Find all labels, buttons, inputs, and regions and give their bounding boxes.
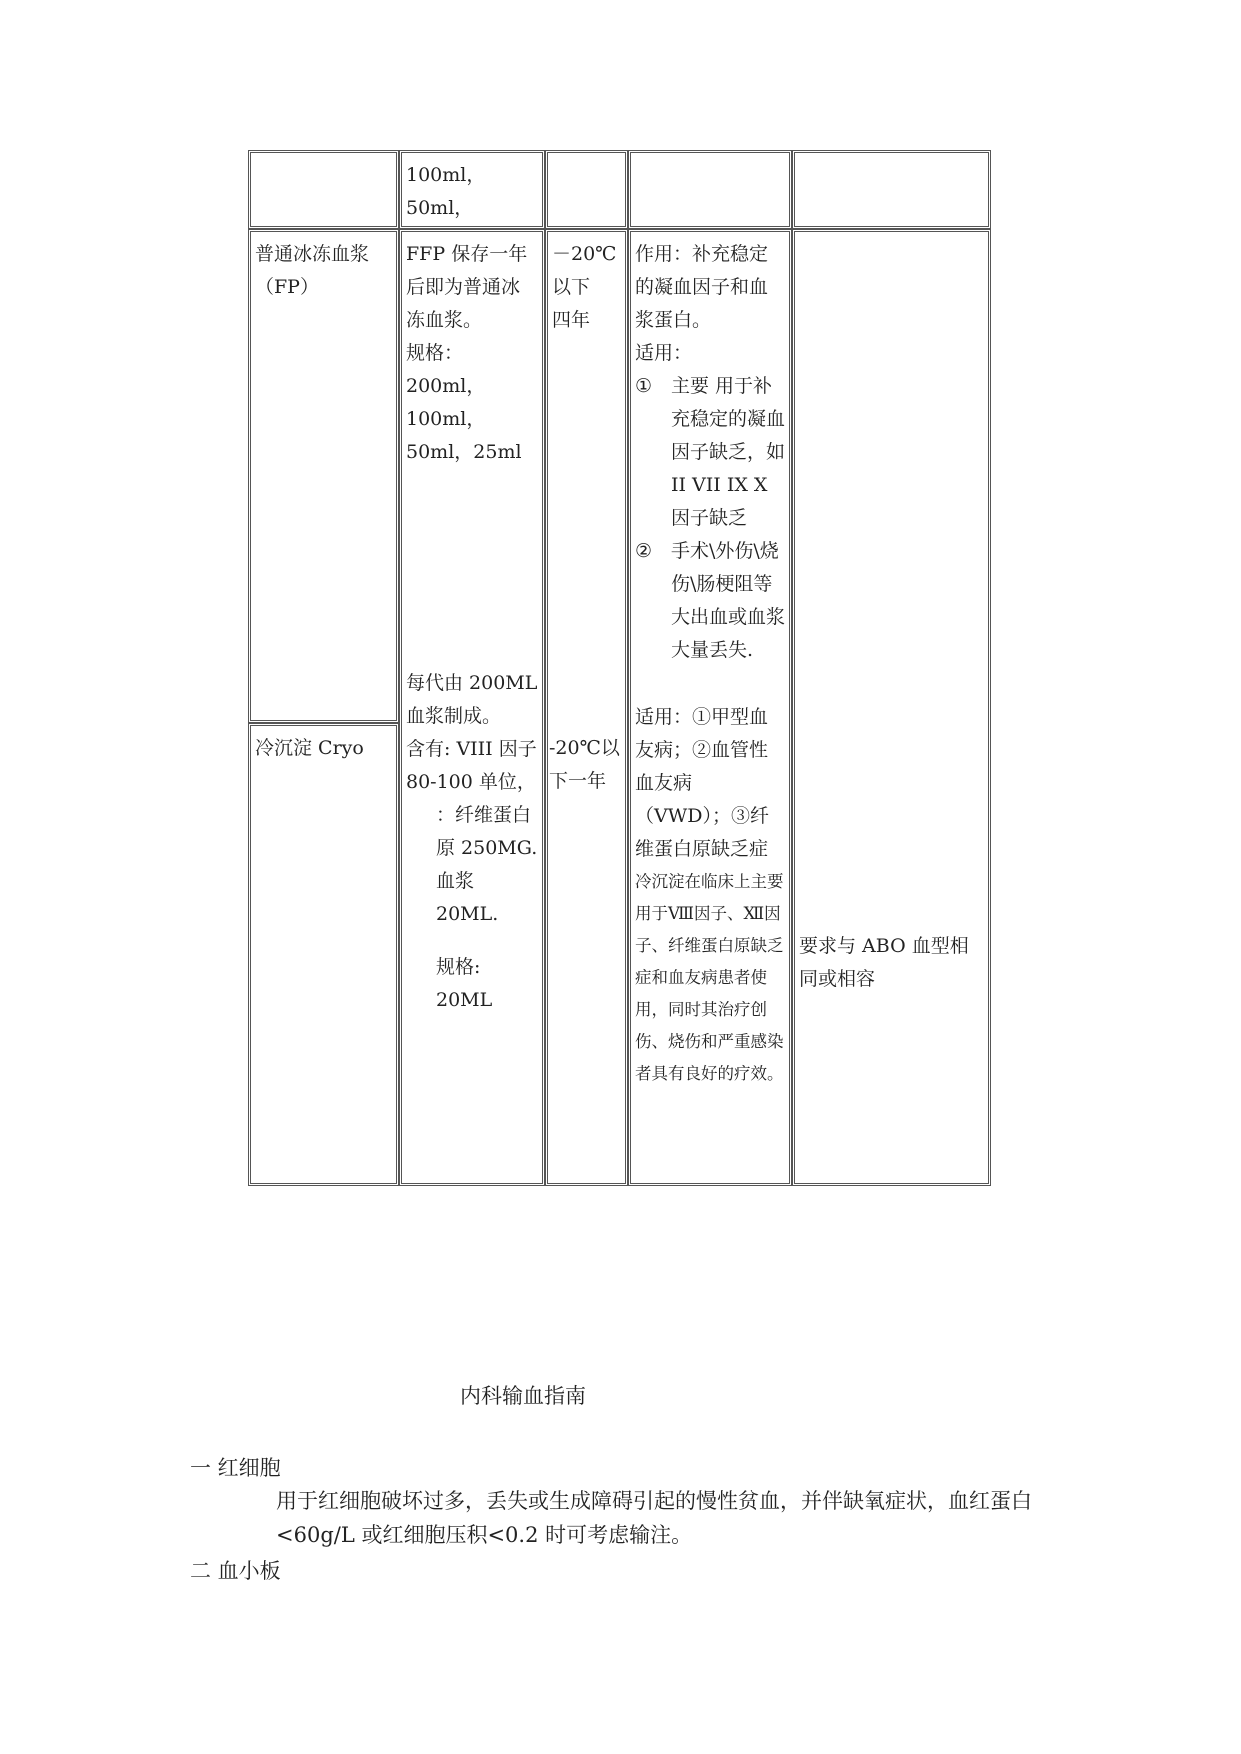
fp-usage-item-2 (635, 535, 785, 667)
cell-usage (628, 229, 792, 1186)
item-text: 手术\外伤\烧伤\肠梗阻等大出血或血浆大量丢失. (671, 540, 786, 661)
fp-usage-label: 适用： (635, 342, 693, 364)
cryo-desc-4: 血浆 20ML. (436, 870, 499, 925)
cryo-desc-1: 每代由 200ML 血浆制成。 (406, 672, 538, 727)
heading-platelets: 二 血小板 (190, 1559, 281, 1583)
cell-r1-remark (792, 150, 991, 229)
fp-name-line: 普通冰冻血浆 (255, 243, 370, 265)
cell-descriptions (399, 229, 545, 1186)
fp-spec: 规格：200ml，100ml，50ml，25ml (406, 342, 522, 463)
fp-usage-intro: 作用：补充稳定的凝血因子和血浆蛋白。 (635, 243, 769, 331)
cell-cryo-name (248, 723, 399, 1186)
item-number: ① (635, 375, 653, 397)
item-number: ② (635, 540, 653, 562)
paragraph-text: 用于红细胞破坏过多，丢失或生成障碍引起的慢性贫血，并伴缺氧症状，血红蛋白<60g/L 或红细胞压积<0.2 时可考虑输注。 (276, 1489, 1032, 1547)
cryo-desc-3: ：纤维蛋白原 250MG. (436, 804, 538, 859)
cell-r1-spec (399, 150, 545, 229)
cryo-desc-2: 含有: VIII 因子 80-100 单位， (406, 738, 537, 793)
item-text: 主要 用于补充稳定的凝血因子缺乏，如 II VII IX X 因子缺乏 (671, 375, 786, 529)
fp-desc: FFP 保存一年后即为普通冰冻血浆。 (406, 243, 528, 331)
cryo-remark: 要求与 ABO 血型相同或相容 (799, 935, 969, 990)
cell-storage (545, 229, 628, 1186)
fp-usage-item-1 (635, 370, 785, 535)
cryo-storage: -20℃以下一年 (549, 737, 620, 792)
cryo-name: 冷沉淀 Cryo (255, 737, 364, 759)
cell-fp-name (248, 229, 399, 723)
cryo-usage-note: 冷沉淀在临床上主要用于Ⅷ因子、Ⅻ因子、纤维蛋白原缺乏症和血友病患者使用，同时其治疗创伤、烧伤和严重感染者具有良好的疗效。 (635, 872, 784, 1083)
paragraph-red-cells (190, 1484, 1070, 1552)
cell-remark (792, 229, 991, 1186)
cryo-desc-5: 规格: 20ML (436, 956, 493, 1011)
blood-products-table (248, 150, 991, 1186)
fp-name-line: （FP） (255, 276, 319, 298)
section-title: 内科输血指南 (460, 1384, 586, 1408)
cell-r1-usage (628, 150, 792, 229)
fp-storage-temp: －20℃以下 (552, 243, 617, 298)
heading-red-cells: 一 红细胞 (190, 1456, 281, 1480)
cell-r1-storage (545, 150, 628, 229)
cryo-usage: 适用：①甲型血友病；②血管性血友病（VWD）；③纤维蛋白原缺乏症 (635, 706, 769, 860)
fp-storage-time: 四年 (552, 309, 591, 331)
cell-r1-name (248, 150, 399, 229)
spec-line: 100ml，50ml， (406, 164, 486, 219)
